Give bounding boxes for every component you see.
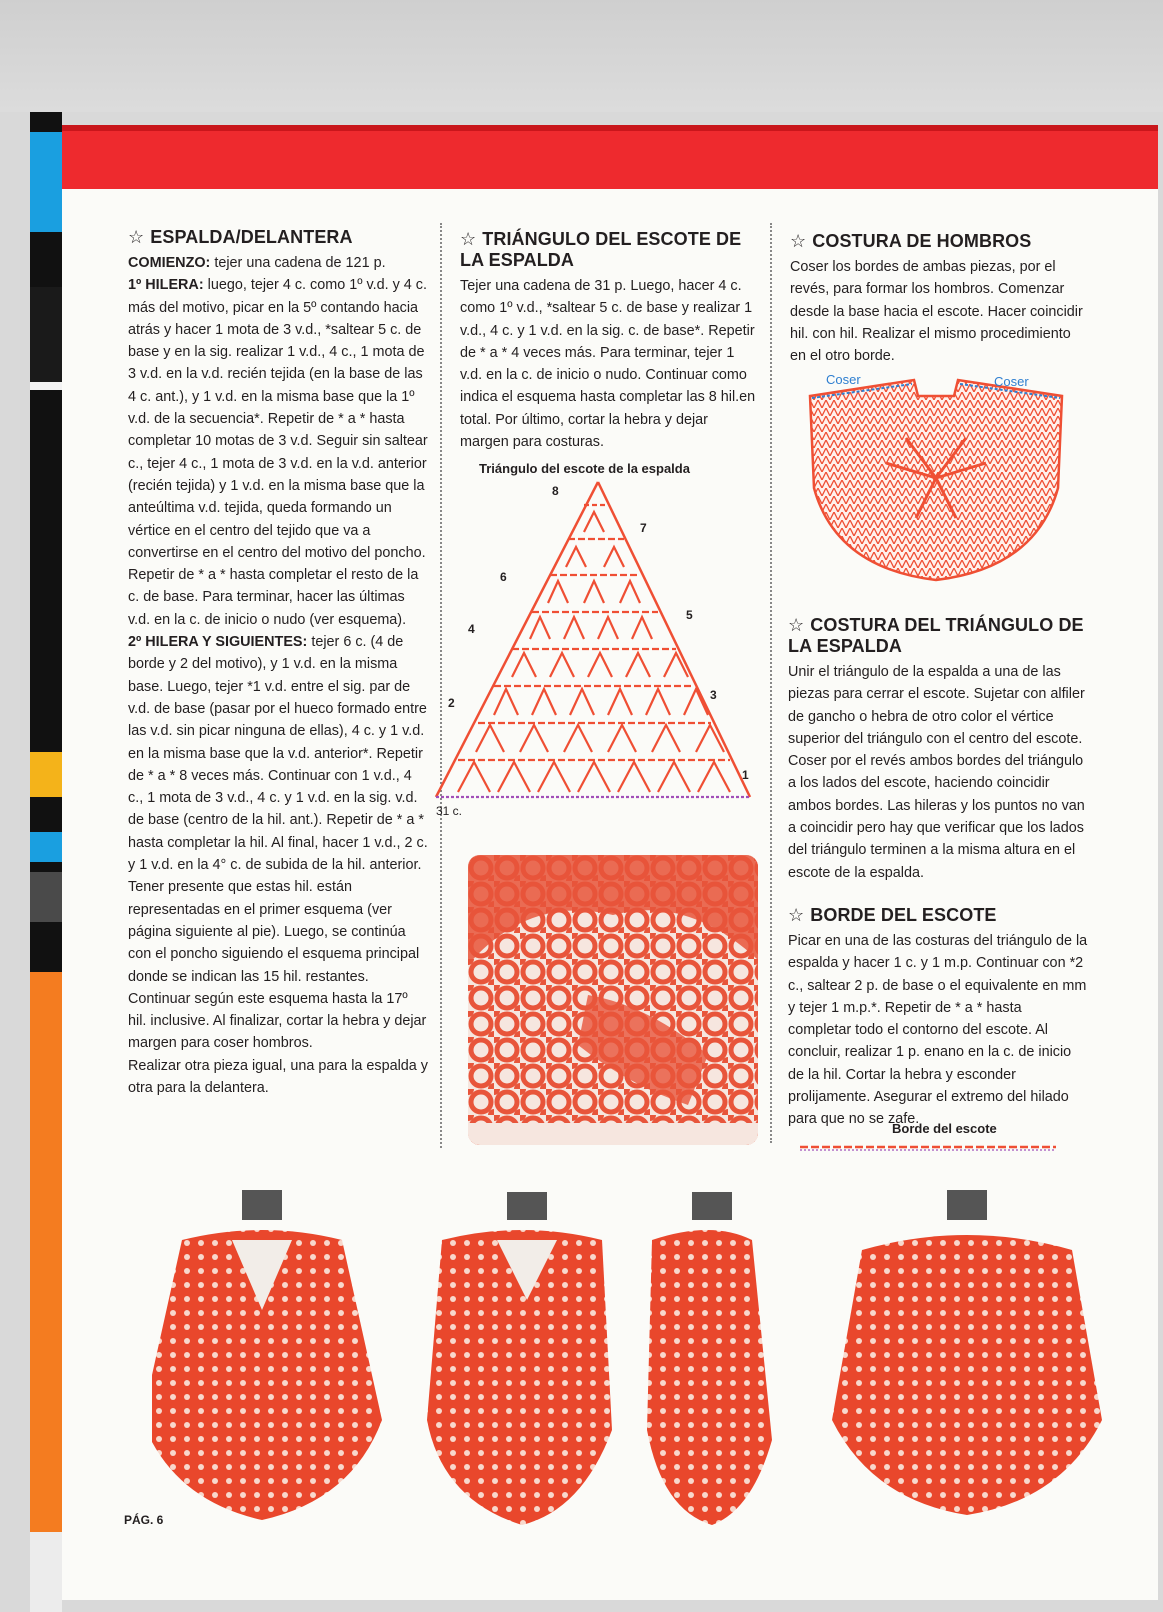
star-icon: ☆: [788, 615, 805, 635]
triangle-row-numbers: [436, 484, 749, 818]
row-number: 4: [468, 622, 475, 636]
header-red-bar: [62, 129, 1158, 189]
section-title-hombros: ☆ COSTURA DE HOMBROS: [790, 231, 1032, 251]
paragraph-otra-pieza: Realizar otra pieza igual, una para la espalda y otra para la delantera.: [128, 1057, 428, 1096]
poncho-photos: [152, 1180, 1112, 1600]
poncho-photo-side: [647, 1192, 772, 1525]
star-icon: ☆: [128, 227, 145, 247]
poncho-photo-front: [152, 1190, 382, 1520]
paragraph-esquema-note: Tener presente que estas hil. están representadas en el primer esquema (ver página siguiente al pie). Luego, se continúa con el poncho siguiendo el esquema principal donde se indican las 15 hil. restantes. Continuar según este esquema hasta la 17º hil. inclusive. Al finalizar, cortar la hebra y dejar margen para coser hombros.: [128, 879, 427, 1052]
star-icon: ☆: [788, 905, 805, 925]
column-borde-escote: [788, 905, 1088, 1131]
diagram-caption-borde: Borde del escote: [892, 1121, 997, 1136]
header-red-bar-edge: [62, 125, 1158, 131]
row-number: 2: [448, 696, 455, 710]
magazine-side-strip: [30, 112, 62, 1600]
poncho-photo-angle: [427, 1192, 612, 1525]
paragraph-hilera-1: 1º HILERA: luego, tejer 4 c. como 1º v.d. y 4 c. más del motivo, picar en la 5º contando hacia atrás y hacer 1 mota de 3 v.d., *saltear 5 c. de base y en la sig. realizar 1 v.d., 4 c., 1 mota de 3 v.d. en la v.d. recién tejida (en la base de las 4 c. ant.), y 1 v.d. en la misma base que la 1º v.d. de la secuencia*. Repetir de * a * hasta completar 10 motas de 3 v.d. Seguir sin saltear c., tejer 4 c., 1 mota de 3 v.d. en la v.d. anterior (recién tejida) y 1 v.d. en la misma base que la anteúltima v.d. tejida, queda formando un vértice en el centro del tejido que va a convertirse en el centro del motivo del poncho. Repetir de * a * hasta completar el resto de la c. de base. Para terminar, hacer las últimas v.d. en la c. de inicio o nudo (ver esquema).: [128, 277, 428, 628]
column-divider: [770, 223, 772, 1143]
star-icon: ☆: [790, 231, 807, 251]
lace-detail-photo-art: [468, 855, 758, 1145]
row-number: 5: [686, 608, 693, 622]
row-number: 7: [640, 521, 647, 535]
triangle-stitch-diagram: [428, 477, 764, 822]
column-costura-triangulo: [788, 615, 1088, 884]
paragraph-comienzo: COMIENZO: tejer una cadena de 121 p.: [128, 255, 386, 271]
diagram-caption-triangulo: Triángulo del escote de la espalda: [479, 461, 690, 476]
section-title-borde-escote: ☆ BORDE DEL ESCOTE: [788, 905, 997, 925]
page-number: PÁG. 6: [124, 1513, 164, 1527]
row-number: 6: [500, 570, 507, 584]
base-chain-label: 31 c.: [436, 804, 463, 818]
column-triangulo: [460, 229, 760, 453]
poncho-photo-back: [832, 1190, 1102, 1515]
paragraph-costura-triangulo: Unir el triángulo de la espalda a una de las piezas para cerrar el escote. Sujetar con alfiler de gancho o hebra de otro color el vértice superior del triángulo con el centro del escote. Coser por el revés ambos bordes del triángulo a los lados del escote, haciendo coincidir ambos bordes. Las hileras y los puntos no van a coincidir pero hay que verificar que los lados del triángulo terminen a la misma altura en el escote de la espalda.: [788, 664, 1085, 881]
paragraph-triangulo: Tejer una cadena de 31 p. Luego, hacer 4 c. como 1º v.d., *saltear 5 c. de base y realizar 1 v.d., 4 c. y 1 v.d. en la sig. c. de base*. Repetir de * a * 4 veces más. Para terminar, tejer 1 v.d. en la c. de inicio o nudo. Continuar como indica el esquema hasta completar las 8 hil.en total. Por último, cortar la hebra y dejar margen para costuras.: [460, 278, 756, 451]
poncho-shoulder-diagram: [806, 368, 1066, 583]
star-icon: ☆: [460, 229, 477, 249]
lace-detail-photo: [468, 855, 758, 1145]
row-number: 1: [742, 768, 749, 782]
column-costuras: [790, 231, 1090, 367]
section-title-triangulo: ☆ TRIÁNGULO DEL ESCOTE DE LA ESPALDA: [460, 229, 742, 270]
triangle-stitch-rows: [436, 482, 750, 797]
paragraph-borde-escote: Picar en una de las costuras del triángulo de la espalda y hacer 1 c. y 1 m.p. Continuar con *2 c., saltear 2 p. de base o el equivalente en mm y tejer 1 m.p.*. Repetir de * a * hasta completar todo el contorno del escote. Al concluir, realizar 1 p. enano en la c. de inicio de la hil. Cortar la hebra y esconder prolijamente. Asegurar el extremo del hilado para que no se zafe.: [788, 933, 1088, 1128]
sew-label-right: Coser: [994, 374, 1029, 389]
neckline-border-diagram: [800, 1139, 1060, 1153]
magazine-page: [62, 125, 1158, 1600]
paragraph-hombros: Coser los bordes de ambas piezas, por el revés, para formar los hombros. Comenzar desde la base hacia el escote. Hacer coincidir hil. con hil. Realizar el mismo procedimiento en el otro borde.: [790, 259, 1083, 365]
scan-background: [0, 0, 1163, 112]
sew-label-left: Coser: [826, 372, 861, 387]
paragraph-hilera-2: 2º HILERA Y SIGUIENTES: tejer 6 c. (4 de borde y 2 del motivo), y 1 v.d. en la misma base. Luego, tejer *1 v.d. entre el sig. par de v.d. de base (pasar por el hueco formado entre las v.d. sin picar ninguna de ellas), 4 c. y 1 v.d. en la misma base que la v.d. anterior*. Repetir de * a * 8 veces más. Continuar con 1 v.d., 4 c., 1 mota de 3 v.d., 4 c. y 1 v.d. en la sig. v.d. de base (centro de la hil. ant.). Repetir de * a * hasta completar la hil. Al final, hacer 1 v.d., 2 c. y 1 v.d. en la 4° c. de subida de la hil. anterior.: [128, 634, 428, 874]
row-number: 3: [710, 688, 717, 702]
section-title-espalda: ☆ ESPALDA/DELANTERA: [128, 227, 353, 247]
row-number: 8: [552, 484, 559, 498]
column-espalda-delantera: [128, 227, 428, 1099]
section-title-costura-triangulo: ☆ COSTURA DEL TRIÁNGULO DE LA ESPALDA: [788, 615, 1084, 656]
